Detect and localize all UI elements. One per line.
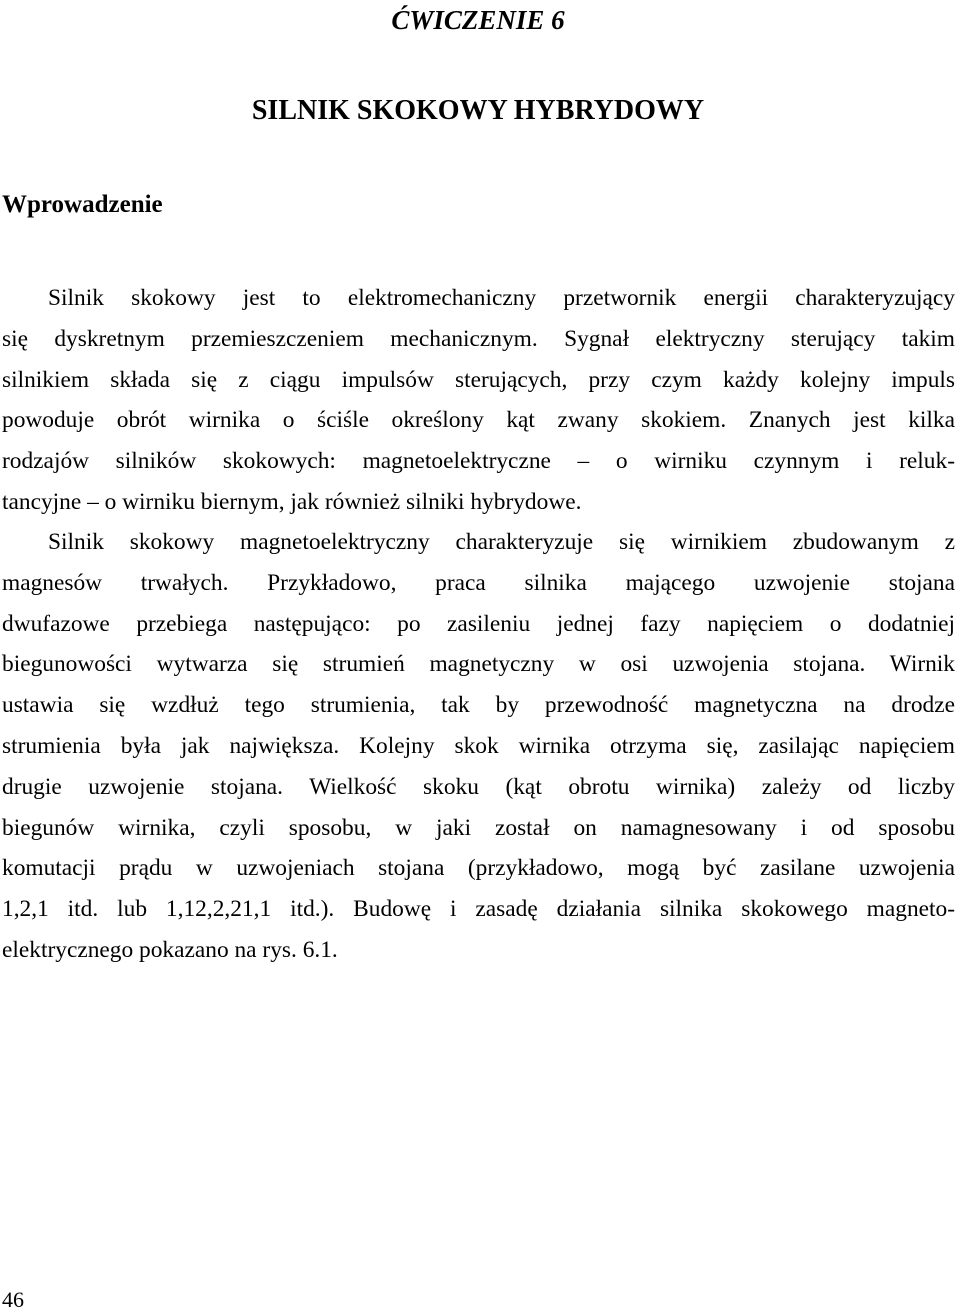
paragraph-line: komutacji prądu w uzwojeniach stojana (przykładowo, mogą być zasilane uzwojenia <box>2 855 955 882</box>
paragraph-line: Silnik skokowy jest to elektromechaniczny przetwornik energii charakteryzujący <box>48 285 955 311</box>
paragraph-line: biegunów wirnika, czyli sposobu, w jaki został on namagnesowany i od sposobu <box>2 814 955 841</box>
section-heading: Wprowadzenie <box>2 191 163 218</box>
paragraph-line: silnikiem składa się z ciągu impulsów sterujących, przy czym każdy kolejny impuls <box>2 366 955 393</box>
paragraph-line: ustawia się wzdłuż tego strumienia, tak by przewodność magnetyczna na drodze <box>2 692 955 719</box>
exercise-heading: ĆWICZENIE 6 <box>391 5 565 35</box>
page-title: SILNIK SKOKOWY HYBRYDOWY <box>251 95 705 126</box>
paragraph-line: Silnik skokowy magnetoelektryczny charakteryzuje się wirnikiem zbudowanym z <box>48 529 955 555</box>
paragraph-line: powoduje obrót wirnika o ściśle określony kąt zwany skokiem. Znanych jest kilka <box>2 407 955 434</box>
paragraph-line: się dyskretnym przemieszczeniem mechanicznym. Sygnał elektryczny sterujący takim <box>2 325 955 352</box>
paragraph-line: 1,2,1 itd. lub 1,12,2,21,1 itd.). Budowę i zasadę działania silnika skokowego magneto- <box>2 896 955 923</box>
page-number: 46 <box>2 1287 24 1312</box>
paragraph-introduction <box>2 278 955 523</box>
paragraph-line: rodzajów silników skokowych: magnetoelektryczne – o wirniku czynnym i reluk- <box>2 448 955 475</box>
paragraph-line: tancyjne – o wirniku biernym, jak również silniki hybrydowe. <box>2 488 582 515</box>
paragraph-line: elektrycznego pokazano na rys. 6.1. <box>2 936 338 963</box>
paragraph-line: dwufazowe przebiega następująco: po zasileniu jednej fazy napięciem o dodatniej <box>2 610 955 637</box>
paragraph-line: biegunowości wytwarza się strumień magnetyczny w osi uzwojenia stojana. Wirnik <box>2 651 955 678</box>
paragraph-line: magnesów trwałych. Przykładowo, praca silnika mającego uzwojenie stojana <box>2 569 955 596</box>
paragraph-line: drugie uzwojenie stojana. Wielkość skoku (kąt obrotu wirnika) zależy od liczby <box>2 773 955 800</box>
paragraph-line: strumienia była jak największa. Kolejny skok wirnika otrzyma się, zasilając napięciem <box>2 732 955 759</box>
paragraph-magnetoelectric <box>2 522 955 971</box>
